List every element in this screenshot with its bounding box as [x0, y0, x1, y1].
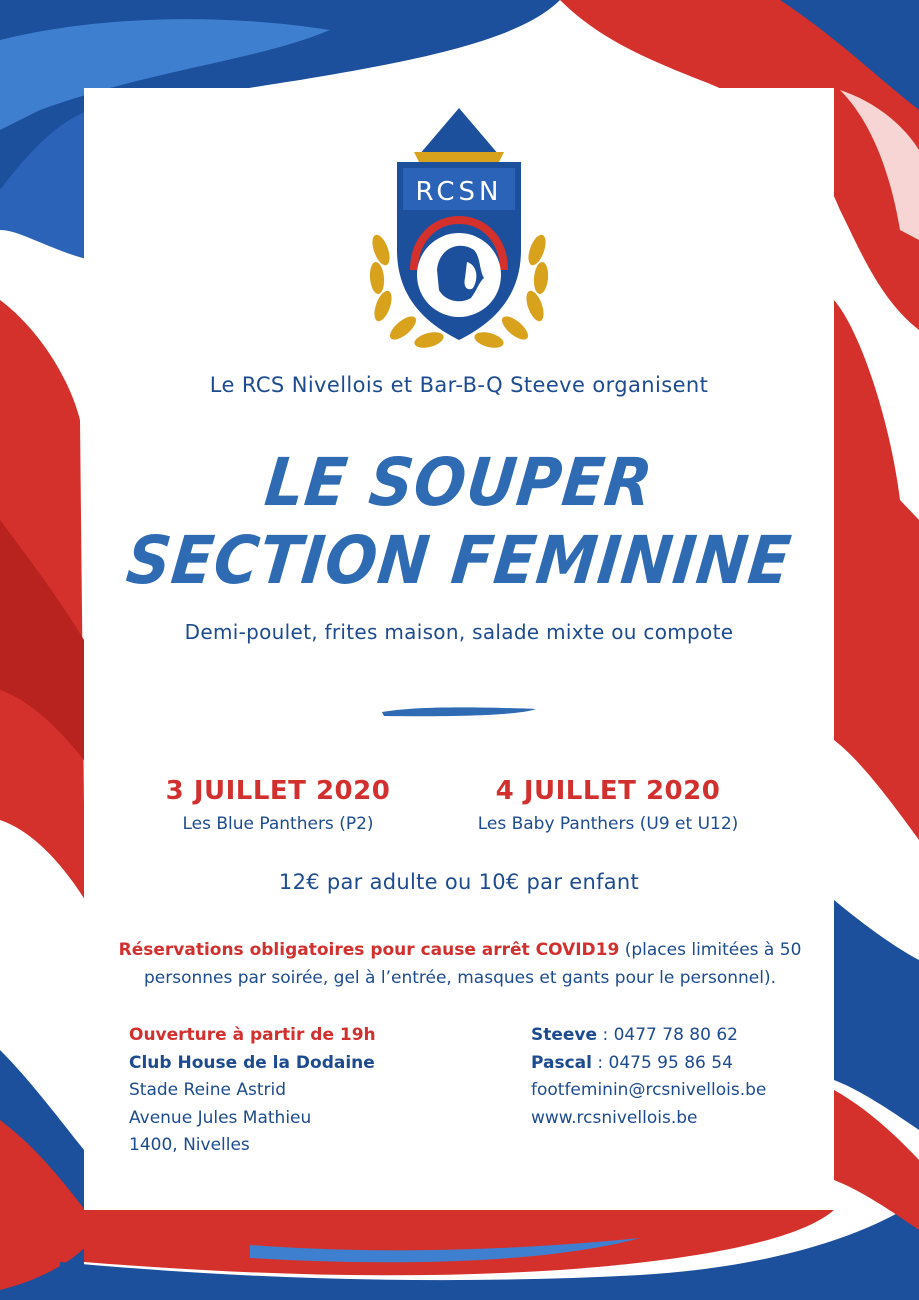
- contact-email: footfeminin@rcsnivellois.be: [531, 1080, 767, 1100]
- event-date: 3 JUILLET 2020: [165, 776, 391, 806]
- venue-city: 1400, Nivelles: [129, 1135, 250, 1155]
- venue-street: Avenue Jules Mathieu: [129, 1107, 312, 1128]
- brush-divider: [380, 703, 538, 719]
- event-date: 4 JUILLET 2020: [495, 776, 721, 806]
- date-block-1: [113, 776, 443, 834]
- team-name: Les Blue Panthers (P2): [182, 814, 374, 834]
- venue-name: Club House de la Dodaine: [129, 1052, 375, 1073]
- venue-info: [129, 1022, 376, 1160]
- notice-bold: Réservations obligatoires pour cause arrêt COVID19: [118, 940, 620, 960]
- title-line-1: LE SOUPER: [261, 444, 657, 521]
- date-block-2: [443, 776, 773, 834]
- contact-phone: : 0475 95 86 54: [591, 1052, 733, 1073]
- title-line-2: SECTION FEMININE: [123, 522, 795, 599]
- rcsn-crest-logo: [359, 100, 559, 355]
- team-name: Les Baby Panthers (U9 et U12): [477, 814, 739, 834]
- organizers-line: Le RCS Nivellois et Bar-B-Q Steeve organisent: [209, 373, 709, 397]
- contact-name: Pascal: [531, 1052, 592, 1073]
- contact-name: Steeve: [531, 1025, 598, 1045]
- venue-stadium: Stade Reine Astrid: [129, 1080, 287, 1100]
- contact-pascal: [531, 1050, 766, 1078]
- opening-time: Ouverture à partir de 19h: [129, 1025, 376, 1045]
- svg-text:RCSN: RCSN: [415, 177, 503, 207]
- price-line: 12€ par adulte ou 10€ par enfant: [278, 870, 640, 894]
- contact-website: www.rcsnivellois.be: [531, 1107, 698, 1128]
- reservation-notice: [110, 936, 810, 992]
- menu-description: Demi-poulet, frites maison, salade mixte ou compote: [184, 620, 734, 644]
- contact-info: [531, 1022, 766, 1132]
- contact-steeve: [531, 1022, 766, 1050]
- contact-phone: : 0477 78 80 62: [597, 1025, 738, 1045]
- notice-rest: (places limitées à 50 personnes par soirée, gel à l’entrée, masques et gants pour le personnel).: [143, 940, 802, 988]
